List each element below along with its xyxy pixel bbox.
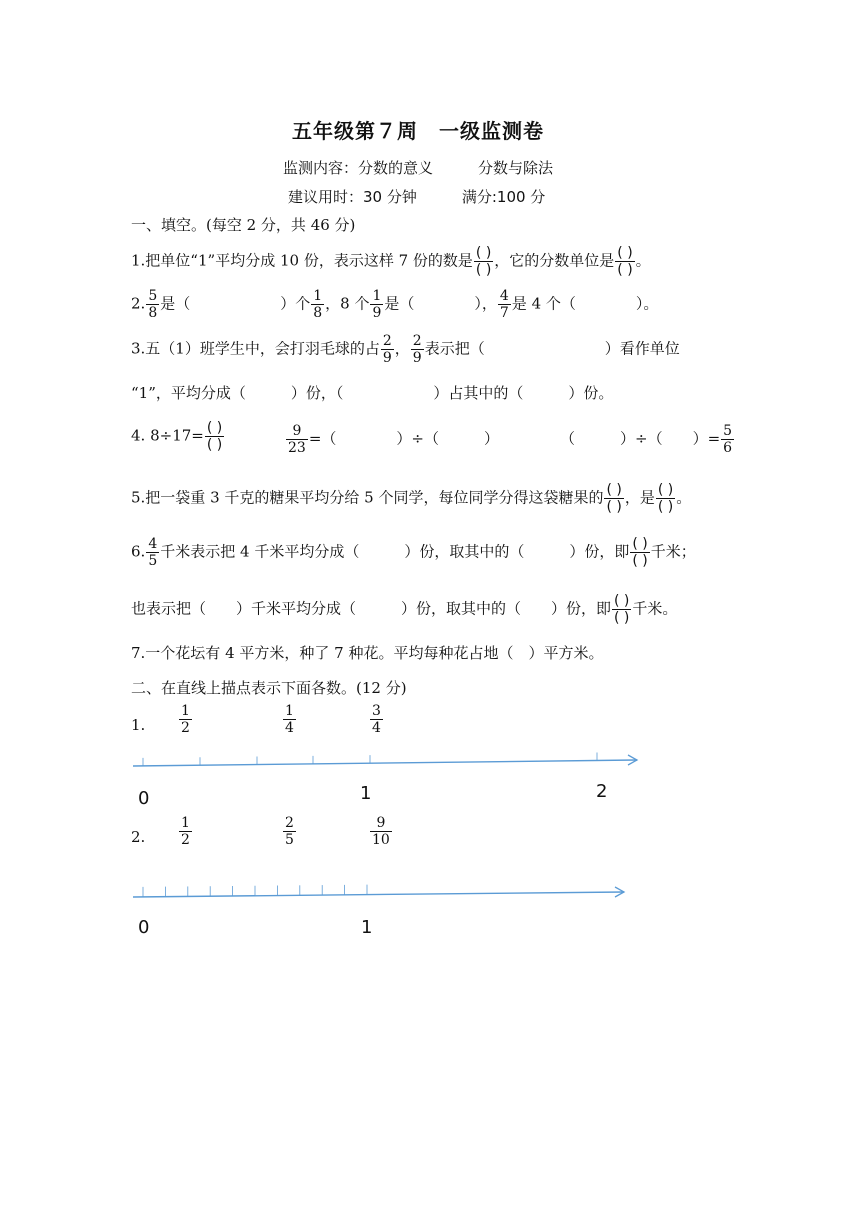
question-4: 4. 8÷17= $\frac{( )}{( )}$: [131, 420, 223, 453]
nl2-fraction-3: $\frac{9}{10}$: [372, 815, 390, 848]
question-3-line-2: “1”，平均分成（ ）份，（ ）占其中的（ ）份。: [131, 384, 614, 402]
question-2: 2. $\frac{5}{8}$ 是（ ）个 $\frac{1}{8}$ ，8 个 $\frac{1}{9}$ 是（ ）， $\frac{4}{7}$ 是 4 个（ ）。: [131, 288, 659, 321]
question-6-line-2: 也表示把（ ）千米平均分成（ ）份，取其中的（ ）份，即 $\frac{( )}{( )}$ 千米。: [131, 593, 678, 626]
question-6-line-1: 6. $\frac{4}{5}$ 千米表示把 4 千米平均分成（ ）份，取其中的（ ）份，即 $\frac{( )}{( )}$ 千米；: [131, 536, 696, 569]
nl1-fraction-3: $\frac{3}{4}$: [372, 703, 381, 736]
nl1-fraction-2: $\frac{1}{4}$: [285, 703, 294, 736]
q5-blank-fraction[interactable]: $\frac{( )}{( )}$: [606, 482, 622, 515]
section-2-heading: 二、在直线上描点表示下面各数。(12 分): [131, 679, 407, 697]
number-line-2-axis: [133, 892, 624, 897]
q1-blank-fraction[interactable]: $\frac{( )}{( )}$: [475, 245, 492, 278]
nl2-mark-0: 0: [138, 917, 150, 938]
fraction: $\frac{1}{9}$: [372, 288, 382, 321]
nl1-mark-1: 1: [360, 783, 372, 804]
fraction: $\frac{2}{9}$: [412, 333, 422, 366]
question-1: 1.把单位“1”平均分成 10 份，表示这样 7 份的数是 $\frac{( )}{( )}$ ，它的分数单位是 $\frac{( )}{( )}$ 。: [131, 245, 651, 278]
number-line-1-axis: [133, 760, 637, 766]
content-line: 监测内容：分数的意义 分数与除法: [283, 159, 554, 177]
fraction: $\frac{9}{23}$: [288, 423, 306, 456]
nl1-mark-0: 0: [138, 788, 150, 809]
fraction: $\frac{5}{6}$: [723, 423, 733, 456]
q1-blank-fraction-2[interactable]: $\frac{( )}{( )}$: [617, 245, 633, 278]
section-1-heading: 一、填空。(每空 2 分，共 46 分): [131, 216, 356, 234]
nl2-mark-1: 1: [361, 917, 373, 938]
q5-blank-fraction-2[interactable]: $\frac{( )}{( )}$: [657, 482, 674, 515]
fraction: $\frac{5}{8}$: [148, 288, 158, 321]
fraction: $\frac{2}{9}$: [382, 333, 392, 366]
number-line-2-label: 2.: [131, 828, 146, 846]
q1-text-b: ，它的分数单位是: [494, 251, 615, 270]
q6-blank-fraction-2[interactable]: $\frac{( )}{( )}$: [614, 593, 630, 626]
page-title: 五年级第７周 一级监测卷: [292, 119, 544, 143]
fraction: $\frac{1}{8}$: [313, 288, 323, 321]
question-4-part-2: $\frac{9}{23}$ =（ ）÷（ ）: [288, 423, 499, 456]
nl1-fraction-1: $\frac{1}{2}$: [181, 703, 190, 736]
question-5: 5.把一袋重 3 千克的糖果平均分给 5 个同学，每位同学分得这袋糖果的 $\frac{( )}{( )}$ ，是 $\frac{( )}{( )}$ 。: [131, 482, 692, 515]
nl2-fraction-1: $\frac{1}{2}$: [181, 815, 190, 848]
fraction: $\frac{4}{5}$: [148, 536, 158, 569]
number-line-1-label: 1.: [131, 716, 146, 734]
question-4-part-3: （ ）÷（ ）= $\frac{5}{6}$: [560, 423, 733, 456]
nl1-mark-2: 2: [596, 781, 608, 802]
question-3-line-1: 3.五（1）班学生中，会打羽毛球的占 $\frac{2}{9}$ ， $\frac{2}{9}$ 表示把（ ）看作单位: [131, 333, 680, 366]
q4-blank-fraction[interactable]: $\frac{( )}{( )}$: [206, 420, 223, 453]
time-line: 建议用时：30 分钟 满分:100 分: [288, 188, 546, 206]
question-7: 7.一个花坛有 4 平方米，种了 7 种花。平均每种花占地（ ）平方米。: [131, 644, 604, 662]
q6-blank-fraction[interactable]: $\frac{( )}{( )}$: [632, 536, 648, 569]
fraction: $\frac{4}{7}$: [499, 288, 509, 321]
q1-text-a: 1.把单位“1”平均分成 10 份，表示这样 7 份的数是: [131, 251, 473, 270]
nl2-fraction-2: $\frac{2}{5}$: [285, 815, 294, 848]
